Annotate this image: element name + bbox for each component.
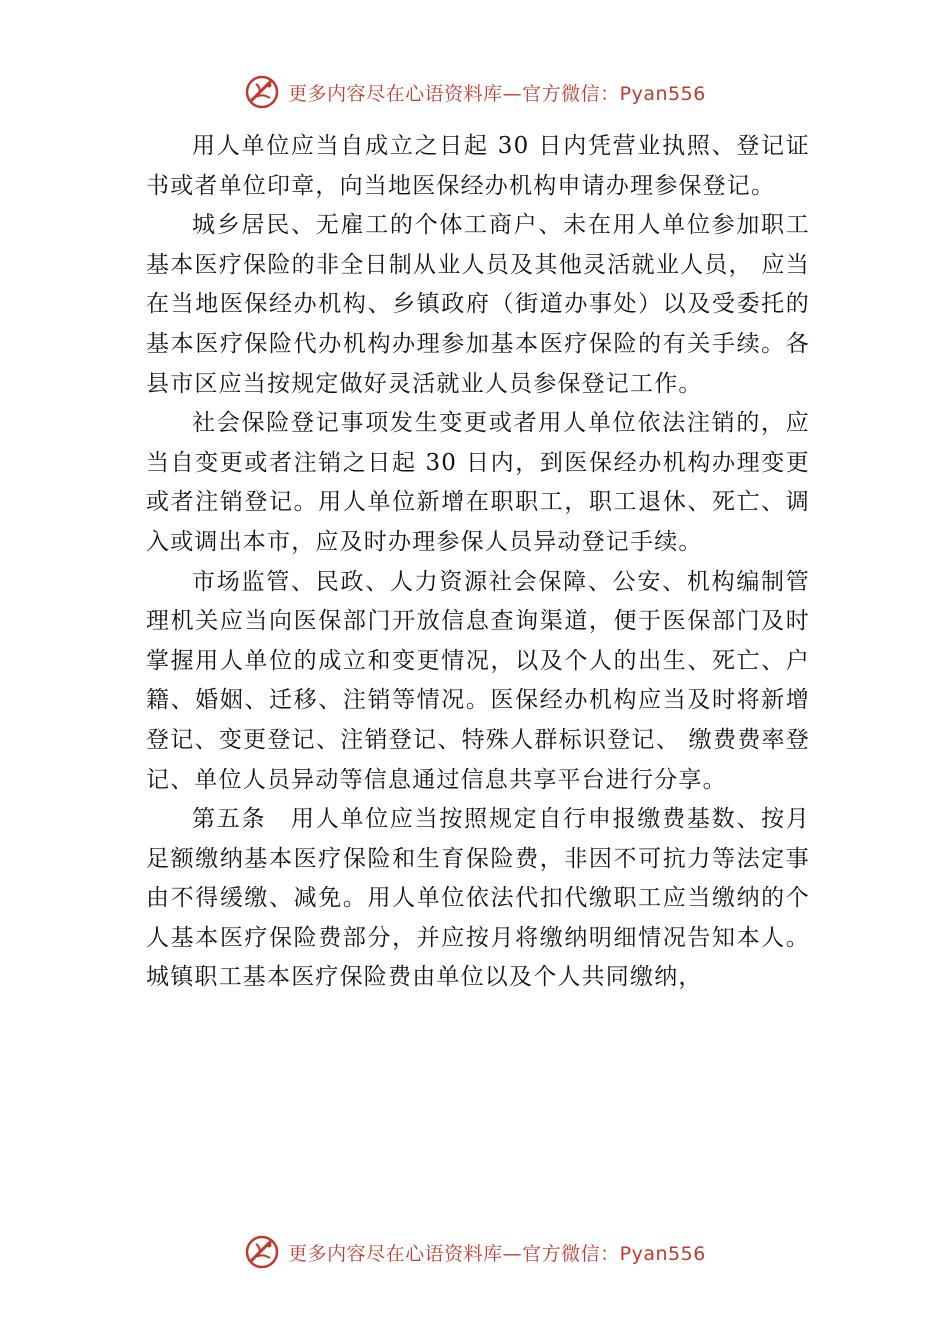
paragraph: 第五条 用人单位应当按照规定自行申报缴费基数、按月足额缴纳基本医疗保险和生育保险费，非因不可抗力等法定事由不得缓缴、减免。用人单位依法代扣代缴职工应当缴纳的个人基本医疗保险费部分，并应按月将缴纳明细情况告知本人。城镇职工基本医疗保险费由单位以及个人共同缴纳， [146,806,810,991]
paragraph: 城乡居民、无雇工的个体工商户、未在用人单位参加职工基本医疗保险的非全日制从业人员及其他灵活就业人员， 应当在当地医保经办机构、乡镇政府（街道办事处）以及受委托的基本医疗保险代办机构办理参加基本医疗保险的有关手续。各县市区应当按规定做好灵活就业人员参保登记工作。 [146,212,810,397]
paragraph: 用人单位应当自成立之日起 30 日内凭营业执照、登记证书或者单位印章，向当地医保经办机构申请办理参保登记。 [146,133,810,199]
footer-banner-text: 更多内容尽在心语资料库—官方微信：Pyan556 [288,1242,706,1265]
header-banner-text: 更多内容尽在心语资料库—官方微信：Pyan556 [288,82,706,105]
document-body [146,127,810,998]
header-banner [0,72,950,112]
logo-icon [244,1234,280,1270]
footer-banner [0,1232,950,1272]
logo-icon [244,74,280,110]
paragraph: 市场监管、民政、人力资源社会保障、公安、机构编制管理机关应当向医保部门开放信息查询渠道，便于医保部门及时掌握用人单位的成立和变更情况，以及个人的出生、死亡、户籍、婚姻、迁移、注销等情况。医保经办机构应当及时将新增登记、变更登记、注销登记、特殊人群标识登记、 缴费费率登记、单位人员异动等信息通过信息共享平台进行分享。 [146,568,810,793]
paragraph: 社会保险登记事项发生变更或者用人单位依法注销的，应当自变更或者注销之日起 30 日内，到医保经办机构办理变更或者注销登记。用人单位新增在职职工，职工退休、死亡、调入或调出本市，应及时办理参保人员异动登记手续。 [146,410,810,555]
